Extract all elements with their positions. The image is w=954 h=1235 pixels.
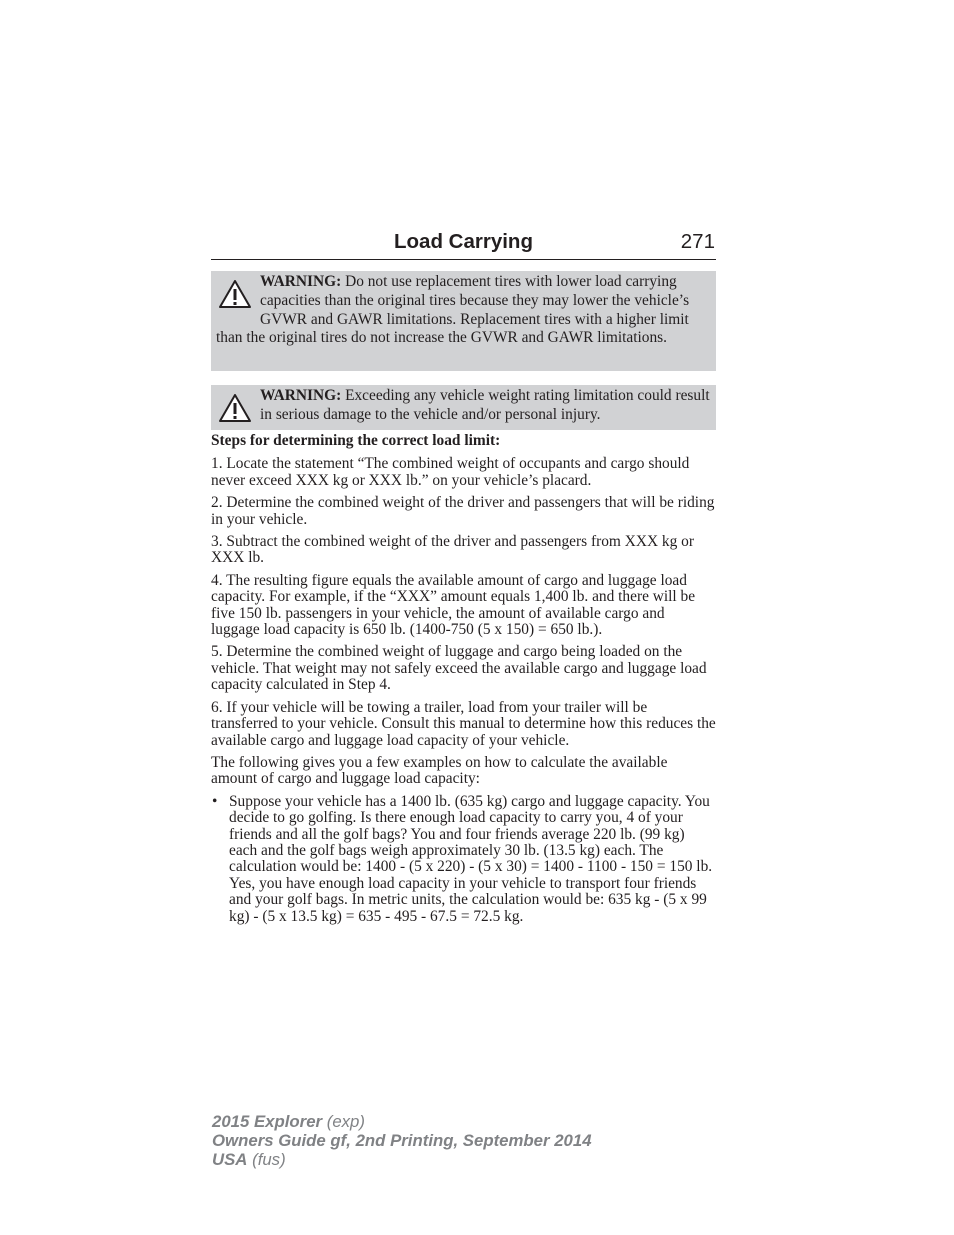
footer-model-code: (exp) xyxy=(322,1112,365,1131)
steps-heading: Steps for determining the correct load limit: xyxy=(211,432,501,449)
warning-triangle-icon xyxy=(218,393,252,423)
footer-model-line xyxy=(212,1112,592,1131)
warning-label: WARNING: xyxy=(260,273,342,290)
warning-text: Exceeding any vehicle weight rating limitation could result in serious damage to the vehicle and/or personal injury. xyxy=(260,387,710,423)
footer-model: 2015 Explorer xyxy=(212,1112,323,1131)
warning-label: WARNING: xyxy=(260,387,342,404)
footer-guide: Owners Guide gf, 2nd Printing, September 2014 xyxy=(212,1131,592,1150)
footer-region: USA xyxy=(212,1150,248,1169)
warning-box-weight-rating xyxy=(211,385,716,430)
step-1: 1. Locate the statement “The combined weight of occupants and cargo should never exceed XXX kg or XXX lb.” on your vehicle’s placard. xyxy=(211,455,690,489)
warning-triangle-icon xyxy=(218,279,252,309)
body-content xyxy=(211,433,716,925)
warning-box-tires xyxy=(211,271,716,371)
step-2: 2. Determine the combined weight of the driver and passengers that will be riding in your vehicle. xyxy=(211,494,715,528)
step-5: 5. Determine the combined weight of luggage and cargo being loaded on the vehicle. That weight may not safely exceed the available cargo and luggage load capacity calculated in Step 4. xyxy=(211,643,707,694)
footer-region-line xyxy=(212,1150,592,1169)
page-number: 271 xyxy=(680,230,715,253)
warning-text: Do not use replacement tires with lower load carrying capacities than the original tires because they may lower the vehicle’s GVWR and GAWR limitations. Replacement tires with a higher limit than the original tires do not increase the GVWR and GAWR limitations. xyxy=(216,273,690,347)
step-6: 6. If your vehicle will be towing a trailer, load from your trailer will be transferred to your vehicle. Consult this manual to determine how this reduces the available cargo and luggage load capacity of your vehicle. xyxy=(211,698,716,749)
page-footer xyxy=(212,1112,592,1169)
page-header xyxy=(211,229,716,260)
examples-intro: The following gives you a few examples on how to calculate the available amount of cargo and luggage load capacity: xyxy=(211,753,668,788)
example-text: Suppose your vehicle has a 1400 lb. (635 kg) cargo and luggage capacity. You decide to go golfing. Is there enough load capacity to carry you, 4 of your friends and all the golf bags? You and four friends average 220 lb. (99 kg) each and the golf bags weigh approximately 30 lb. (13.5 kg) each. The calculation would be: 1400 - (5 x 220) - (5 x 30) = 1400 - 1100 - 150 = 150 lb. Yes, you have enough load capacity in your vehicle to transport four friends and your golf bags. In metric units, the calculation would be: 635 kg - (5 x 99 kg) - (5 x 13.5 kg) = 635 - 495 - 67.5 = 72.5 kg. xyxy=(229,792,713,925)
bullet-symbol: • xyxy=(212,792,218,810)
step-4: 4. The resulting figure equals the available amount of cargo and luggage load capacity. For example, if the “XXX” amount equals 1,400 lb. and there will be five 150 lb. passengers in your vehicle, the amount of available cargo and luggage load capacity is 650 lb. (1400-750 (5 x 150) = 650 lb.). xyxy=(211,571,696,639)
step-3: 3. Subtract the combined weight of the driver and passengers from XXX kg or XXX lb. xyxy=(211,533,694,567)
footer-region-code: (fus) xyxy=(247,1150,286,1169)
example-bullet xyxy=(211,794,716,925)
section-title: Load Carrying xyxy=(394,230,533,253)
